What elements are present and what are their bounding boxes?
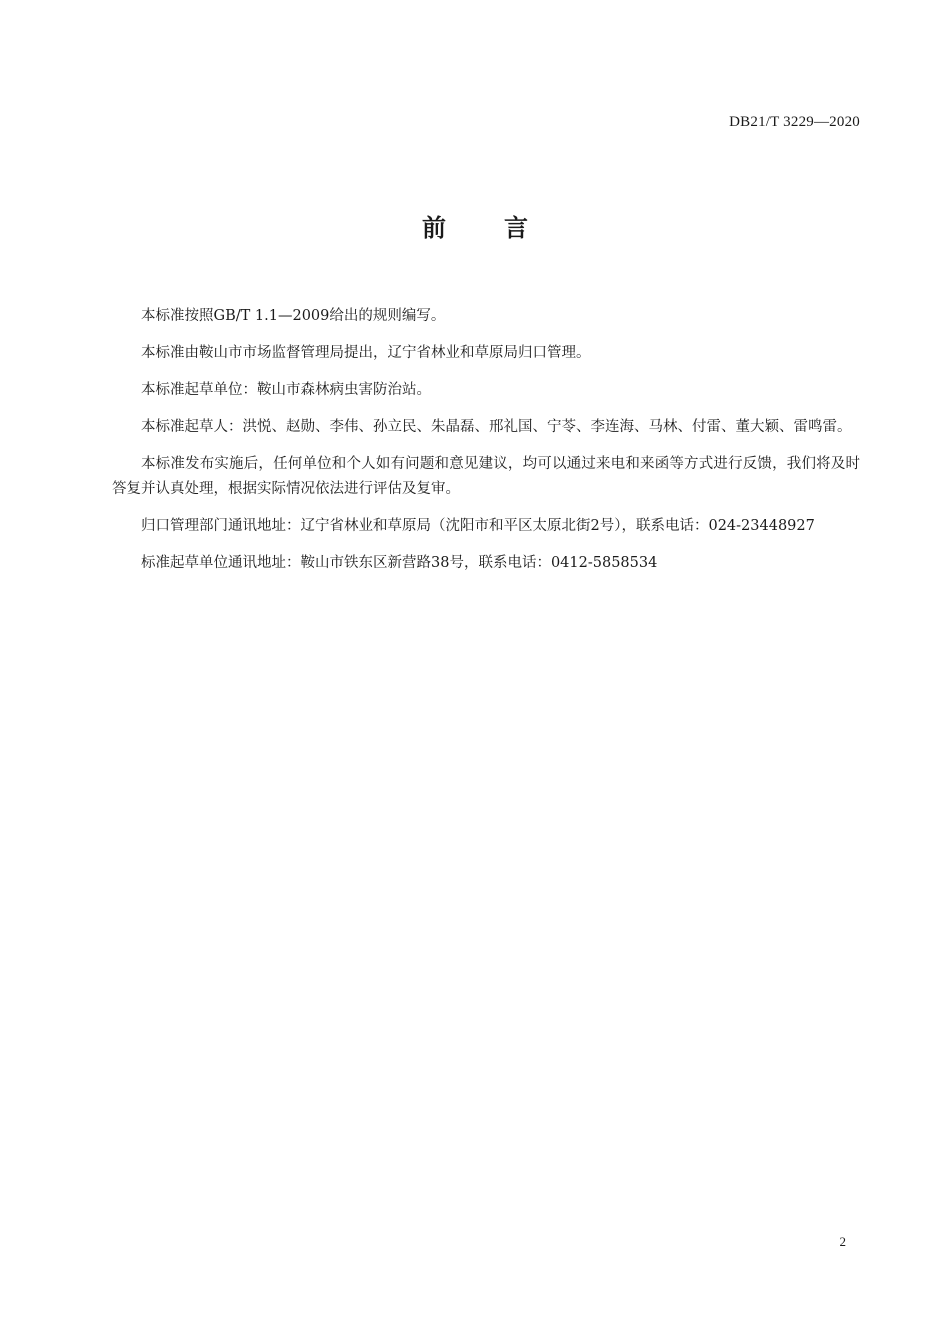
paragraph-drafting-unit-address: 标准起草单位通讯地址：鞍山市铁东区新营路38号，联系电话：0412-5858534 [141,555,658,571]
paragraph-authority-address: 归口管理部门通讯地址：辽宁省林业和草原局（沈阳市和平区太原北街2号），联系电话：024-23448927 [141,518,815,534]
paragraph-drafting-rules: 本标准按照GB/T 1.1—2009给出的规则编写。 [141,308,446,324]
paragraph-proposer: 本标准由鞍山市市场监督管理局提出，辽宁省林业和草原局归口管理。 [141,345,591,361]
section-title-foreword: 前言 [422,214,586,242]
paragraph-drafters: 本标准起草人：洪悦、赵勋、李伟、孙立民、朱晶磊、邢礼国、宁苓、李连海、马林、付雷、董大颖、雷鸣雷。 [141,419,852,435]
standard-code: DB21/T 3229—2020 [729,114,860,130]
paragraph-drafting-unit: 本标准起草单位：鞍山市森林病虫害防治站。 [141,382,431,398]
foreword-body [112,304,860,588]
paragraph-feedback: 本标准发布实施后，任何单位和个人如有问题和意见建议，均可以通过来电和来函等方式进行反馈，我们将及时答复并认真处理，根据实际情况依法进行评估及复审。 [112,456,860,497]
page-number: 2 [839,1234,846,1249]
